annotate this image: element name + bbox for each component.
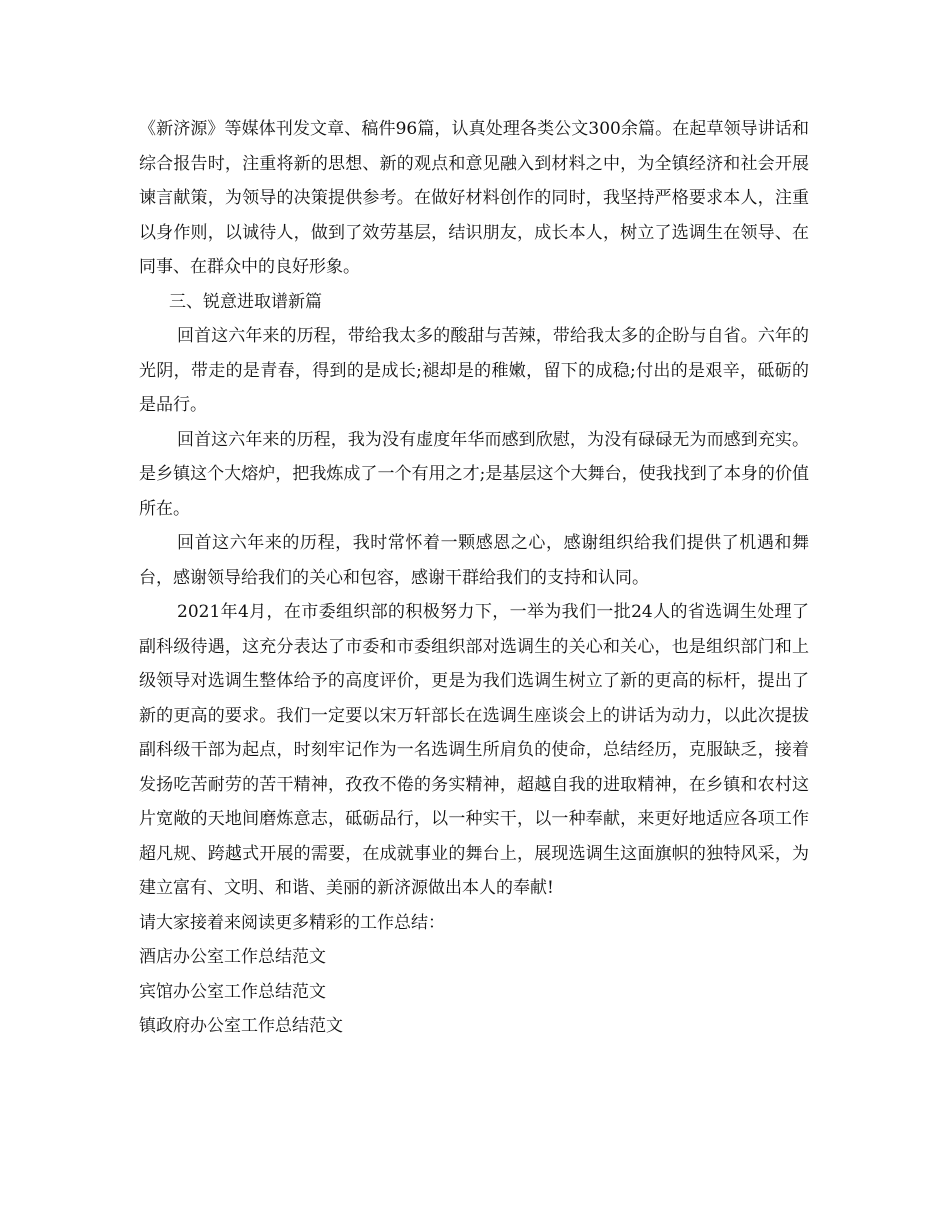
section-heading: 三、锐意进取谱新篇 — [169, 291, 322, 312]
document-page — [139, 112, 809, 1044]
paragraph-reflection-1: 回首这六年来的历程，带给我太多的酸甜与苦辣，带给我太多的企盼与自省。六年的光阴，带走的是青春，得到的是成长;褪却是的稚嫩，留下的成稳;付出的是艰辛，砥砺的是品行。 — [139, 326, 809, 415]
more-reading-intro: 请大家接着来阅读更多精彩的工作总结： — [139, 912, 445, 933]
paragraph-promotion: 2021年4月，在市委组织部的积极努力下，一举为我们一批24人的省选调生处理了副科级待遇，这充分表达了市委和市委组织部对选调生的关心和关心，也是组织部门和上级领导对选调生整体给予的高度评价，更是为我们选调生树立了新的更高的标杆，提出了新的更高的要求。我们一定要以宋万轩部长在选调生座谈会上的讲话为动力，以此次提拔副科级干部为起点，时刻牢记作为一名选调生所肩负的使命，总结经历，克服缺乏，接着发扬吃苦耐劳的苦干精神，孜孜不倦的务实精神，超越自我的进取精神，在乡镇和农村这片宽敞的天地间磨炼意志，砥砺品行，以一种实干，以一种奉献，来更好地适应各项工作超凡规、跨越式开展的需要，在成就事业的舞台上，展现选调生这面旗帜的独特风采，为建立富有、文明、和谐、美丽的新济源做出本人的奉献! — [139, 602, 809, 898]
more-reading-link-guesthouse-office[interactable]: 宾馆办公室工作总结范文 — [139, 981, 326, 1002]
more-reading-link-town-government-office[interactable]: 镇政府办公室工作总结范文 — [139, 1016, 343, 1036]
paragraph-material-writing: 《新济源》等媒体刊发文章、稿件96篇，认真处理各类公文300余篇。在起草领导讲话和综合报告时，注重将新的思想、新的观点和意见融入到材料之中，为全镇经济和社会开展谏言献策，为领导的决策提供参考。在做好材料创作的同时，我坚持严格要求本人，注重以身作则，以诚待人，做到了效劳基层，结识朋友，成长本人，树立了选调生在领导、在同事、在群众中的良好形象。 — [139, 119, 809, 277]
more-reading-link-hotel-office[interactable]: 酒店办公室工作总结范文 — [139, 947, 326, 967]
paragraph-reflection-3: 回首这六年来的历程，我时常怀着一颗感恩之心，感谢组织给我们提供了机遇和舞台，感谢领导给我们的关心和包容，感谢干群给我们的支持和认同。 — [139, 533, 809, 588]
paragraph-reflection-2: 回首这六年来的历程，我为没有虚度年华而感到欣慰，为没有碌碌无为而感到充实。是乡镇这个大熔炉，把我炼成了一个有用之才;是基层这个大舞台，使我找到了本身的价值所在。 — [139, 429, 809, 519]
